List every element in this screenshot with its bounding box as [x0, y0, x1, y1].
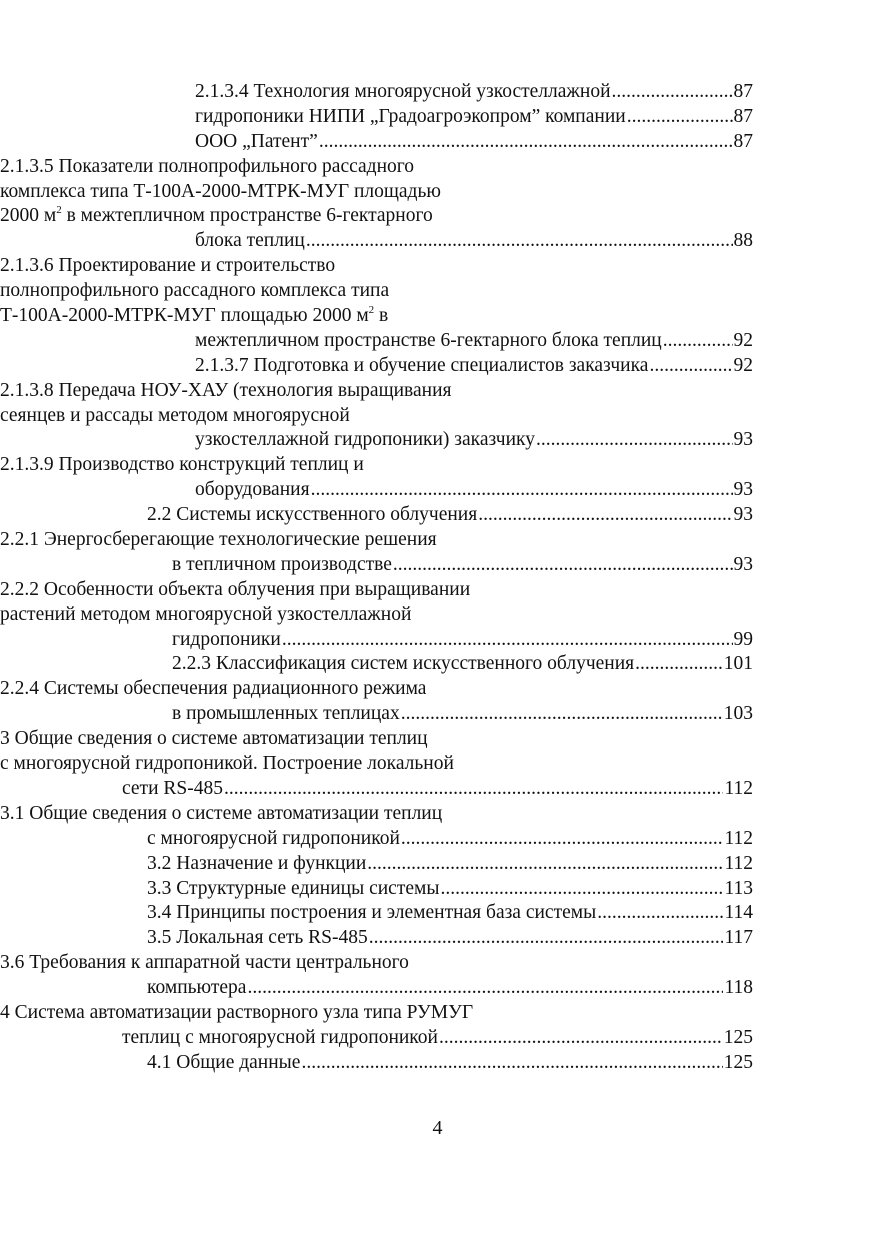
- toc-entry-text: с многоярусной гидропоникой: [147, 827, 400, 849]
- toc-entry-2-2-1-end: [0, 553, 753, 578]
- toc-page-number: 88: [733, 230, 753, 252]
- toc-entry-text: 2.1.3.8 Передача НОУ-ХАУ (технология выращивания: [0, 379, 452, 401]
- toc-entry-3-1-end: [0, 827, 753, 852]
- toc-entry-2-2-1: [0, 528, 875, 553]
- toc-entry-2-1-3-8-cont: [0, 404, 875, 429]
- toc-page-number: 103: [723, 703, 753, 725]
- toc-leader: [536, 428, 733, 453]
- toc-entry-text: сети RS-485: [122, 777, 223, 799]
- toc-text-part: в: [374, 305, 389, 327]
- toc-entry-3-1: [0, 802, 875, 827]
- toc-entry-text: 3 Общие сведения о системе автоматизации теплиц: [0, 728, 428, 750]
- toc-page-number: 117: [724, 927, 753, 949]
- toc-leader: [401, 702, 723, 727]
- toc-page-number: 87: [733, 105, 753, 127]
- toc-entry-2-1-3-5-cont: [0, 180, 875, 205]
- toc-leader: [282, 628, 733, 653]
- toc-entry-2-1-3-6-end: [0, 329, 753, 354]
- toc-entry-text: [0, 204, 433, 229]
- toc-entry-text: 4 Система автоматизации растворного узла типа РУМУГ: [0, 1001, 474, 1023]
- toc-entry-text: 3.5 Локальная сеть RS-485: [147, 927, 368, 949]
- toc-entry-2-1-3-4: [0, 80, 753, 105]
- toc-page-number: 118: [724, 977, 753, 999]
- toc-entry-3: [0, 727, 875, 752]
- toc-entry-2-2-2: [0, 578, 875, 603]
- toc-entry-text: 3.4 Принципы построения и элементная база системы: [147, 902, 597, 924]
- toc-entry-text: компьютера: [147, 977, 247, 999]
- toc-leader: [224, 777, 723, 802]
- toc-page-number: 93: [733, 553, 753, 575]
- toc-leader: [306, 229, 733, 254]
- toc-page-number: 112: [724, 777, 753, 799]
- toc-entry-text: 2.1.3.9 Производство конструкций теплиц и: [0, 454, 364, 476]
- toc-entry-2-1-3-9: [0, 453, 875, 478]
- toc-entry-3-4: [0, 901, 753, 926]
- toc-page-number: 92: [733, 354, 753, 376]
- toc-leader: [247, 976, 723, 1001]
- toc-page-number: 114: [724, 902, 753, 924]
- toc-entry-text: сеянцев и рассады методом многоярусной: [0, 404, 350, 426]
- toc-entry-4: [0, 1001, 875, 1026]
- toc-entry-text: 2.2.1 Энергосберегающие технологические решения: [0, 529, 437, 551]
- toc-entry-text: 4.1 Общие данные: [147, 1051, 301, 1073]
- toc-entry-4-1: [0, 1051, 753, 1076]
- toc-entry-text: [0, 304, 388, 329]
- toc-leader: [301, 1051, 722, 1076]
- toc-page-number: 113: [724, 877, 753, 899]
- toc-entry-text: 3.3 Структурные единицы системы: [147, 877, 440, 899]
- toc-entry-text: в промышленных теплицах: [172, 703, 400, 725]
- toc-entry-text: 2.1.3.5 Показатели полнопрофильного рассадного: [0, 155, 415, 177]
- toc-entry-text: гидропоники НИПИ „Градоагроэкопром” компании: [195, 105, 626, 127]
- toc-entry-text: узкостеллажной гидропоники) заказчику: [195, 429, 535, 451]
- toc-entry-text: 2.2 Системы искусственного облучения: [147, 504, 478, 526]
- toc-entry-2-2-2-cont: [0, 603, 875, 628]
- toc-entry-text: ООО „Патент”: [195, 130, 318, 152]
- toc-page-number: 93: [733, 479, 753, 501]
- toc-entry-2-1-3-4-cont: [0, 105, 753, 130]
- toc-leader: [401, 827, 724, 852]
- toc-entry-2-1-3-5: [0, 155, 875, 180]
- toc-leader: [440, 877, 723, 902]
- toc-page-number: 112: [724, 827, 753, 849]
- toc-entry-text: блока теплиц: [195, 230, 305, 252]
- toc-text-part: в межтепличном пространстве 6-гектарного: [61, 205, 433, 227]
- toc-page-number: 125: [723, 1026, 753, 1048]
- toc-leader: [369, 926, 724, 951]
- toc-leader: [393, 553, 733, 578]
- toc-entry-2-2-4-end: [0, 702, 753, 727]
- toc-text-part: Т-100А-2000-МТРК-МУГ площадью 2000 м: [0, 305, 369, 327]
- toc-leader: [627, 105, 733, 130]
- superscript: 2: [56, 204, 62, 217]
- toc-entry-3-6: [0, 951, 875, 976]
- toc-page-number: 93: [733, 504, 753, 526]
- toc-page-number: 99: [733, 628, 753, 650]
- toc-entry-text: 2.2.2 Особенности объекта облучения при выращивании: [0, 578, 471, 600]
- toc-leader: [311, 478, 733, 503]
- toc-entry-text: гидропоники: [172, 628, 281, 650]
- toc-entry-2-1-3-7: [0, 354, 753, 379]
- toc-entry-3-3: [0, 877, 753, 902]
- toc-entry-3-5: [0, 926, 753, 951]
- toc-leader: [597, 901, 723, 926]
- toc-entry-2-2: [0, 503, 753, 528]
- toc-entry-text: комплекса типа Т-100А-2000-МТРК-МУГ площадью: [0, 180, 441, 202]
- toc-entry-text: с многоярусной гидропоникой. Построение локальной: [0, 753, 454, 775]
- toc-page-number: 112: [724, 852, 753, 874]
- toc-entry-4-end: [0, 1026, 753, 1051]
- toc-page-number: 87: [733, 81, 753, 102]
- toc-entry-text: теплиц с многоярусной гидропоникой: [122, 1026, 438, 1048]
- toc-entry-text: 3.6 Требования к аппаратной части центрального: [0, 952, 409, 974]
- toc-entry-text: межтепличном пространстве 6-гектарного блока теплиц: [195, 329, 662, 351]
- toc-leader: [319, 130, 733, 155]
- toc-entry-text: растений методом многоярусной узкостеллажной: [0, 603, 412, 625]
- toc-page-number: 101: [723, 653, 753, 675]
- table-of-contents: [0, 80, 875, 1076]
- toc-page-number: 125: [723, 1051, 753, 1073]
- toc-entry-2-1-3-5-end: [0, 229, 753, 254]
- toc-entry-3-end: [0, 777, 753, 802]
- toc-entry-text: 3.1 Общие сведения о системе автоматизации теплиц: [0, 802, 443, 824]
- toc-entry-3-cont: [0, 752, 875, 777]
- toc-text-part: 2000 м: [0, 205, 57, 227]
- toc-entry-text: 2.2.3 Классификация систем искусственного облучения: [172, 653, 635, 675]
- toc-page-number: 92: [733, 329, 753, 351]
- toc-leader: [367, 852, 723, 877]
- toc-entry-2-1-3-6-cont2: [0, 304, 875, 329]
- toc-leader: [649, 354, 732, 379]
- toc-entry-text: 2.1.3.7 Подготовка и обучение специалистов заказчика: [195, 354, 649, 376]
- toc-leader: [612, 80, 733, 105]
- toc-entry-3-2: [0, 852, 753, 877]
- toc-leader: [635, 652, 723, 677]
- toc-entry-2-2-3: [0, 652, 753, 677]
- toc-leader: [663, 329, 733, 354]
- toc-entry-text: 3.2 Назначение и функции: [147, 852, 367, 874]
- toc-entry-text: 2.1.3.6 Проектирование и строительство: [0, 255, 336, 277]
- page-number: 4: [432, 1117, 443, 1139]
- toc-entry-2-1-3-6: [0, 254, 875, 279]
- toc-entry-2-1-3-4-end: [0, 130, 753, 155]
- toc-entry-2-2-2-end: [0, 628, 753, 653]
- toc-entry-text: в тепличном производстве: [172, 553, 392, 575]
- toc-page-number: 87: [733, 130, 753, 152]
- toc-entry-2-2-4: [0, 677, 875, 702]
- superscript: 2: [368, 304, 375, 317]
- toc-entry-3-6-end: [0, 976, 753, 1001]
- toc-leader: [478, 503, 732, 528]
- toc-entry-2-1-3-6-cont: [0, 279, 875, 304]
- toc-entry-text: 2.2.4 Системы обеспечения радиационного режима: [0, 678, 427, 700]
- toc-entry-2-1-3-5-cont2: [0, 204, 875, 229]
- toc-page-number: 93: [733, 429, 753, 451]
- toc-entry-2-1-3-9-end: [0, 478, 753, 503]
- toc-entry-text: полнопрофильного рассадного комплекса типа: [0, 280, 390, 302]
- toc-entry-text: 2.1.3.4 Технология многоярусной узкостеллажной: [195, 81, 611, 102]
- toc-entry-2-1-3-8-end: [0, 428, 753, 453]
- toc-leader: [439, 1026, 723, 1051]
- toc-entry-text: оборудования: [195, 479, 310, 501]
- toc-entry-2-1-3-8: [0, 379, 875, 404]
